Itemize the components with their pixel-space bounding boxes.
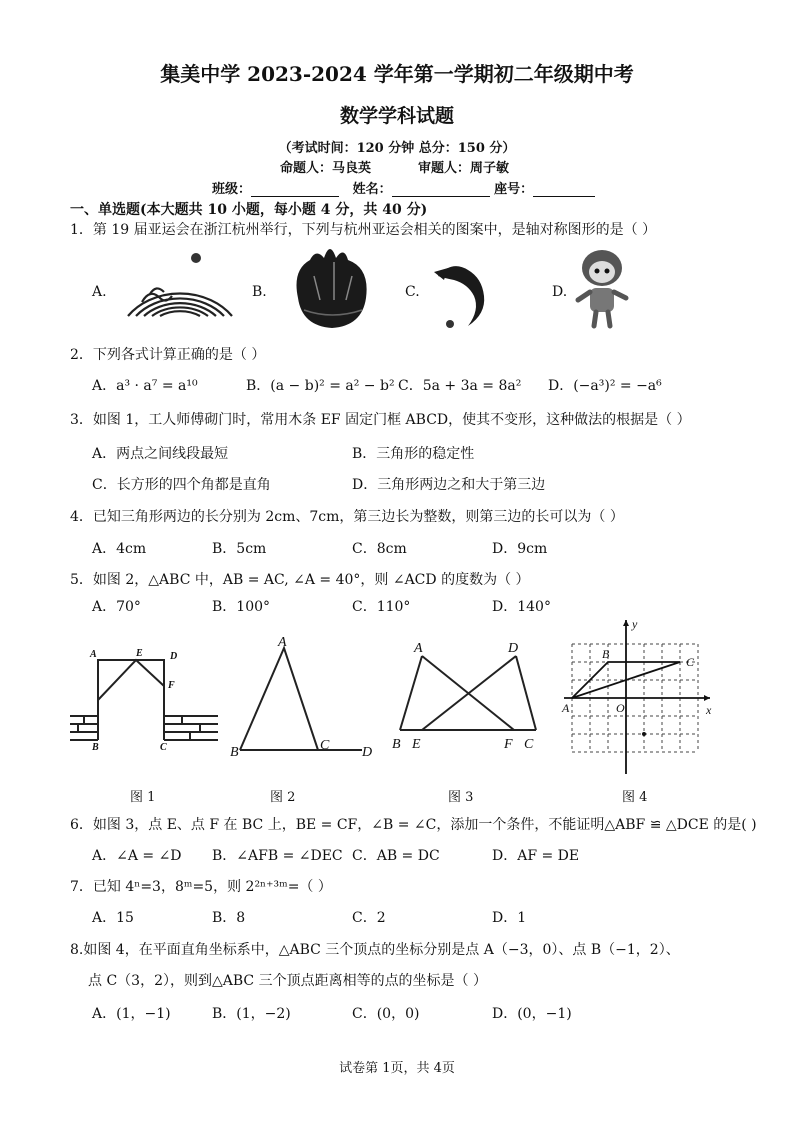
seat-label: 座号： (494, 182, 534, 197)
q5-option-c[interactable]: C．110° (352, 599, 411, 615)
fig1-label-e: E (136, 648, 143, 659)
fig1-label-d: D (170, 651, 178, 662)
fig4-label-y: y (632, 617, 638, 631)
q1-option-a[interactable]: A. (92, 284, 107, 300)
q8-option-d[interactable]: D．(0，−1) (492, 1006, 572, 1022)
q6-option-a[interactable]: A．∠A = ∠D (92, 848, 182, 864)
page-footer: 试卷第 1页，共 4页 (339, 1061, 455, 1076)
q3-option-b[interactable]: B．三角形的稳定性 (352, 446, 475, 462)
lotus-image (290, 240, 380, 332)
fig3-label-d: D (508, 641, 519, 656)
question-8-line-2: 点 C（3，2），则到△ABC 三个顶点距离相等的点的坐标是（ ） (88, 973, 488, 989)
fig3-label-c: C (524, 737, 534, 752)
question-6: 6．如图 3，点 E、点 F 在 BC 上，BE = CF，∠B = ∠C，添加一个条件，不能证明△ABF ≌ △DCE 的是( ) (70, 817, 757, 833)
dolphin-image (432, 240, 502, 332)
q2-option-a[interactable]: A．a³ · a⁷ = a¹⁰ (92, 378, 198, 394)
q7-option-d[interactable]: D．1 (492, 910, 527, 926)
q3-option-a[interactable]: A．两点之间线段最短 (92, 446, 229, 462)
fig4-label-c: C (686, 655, 695, 669)
q5-option-b[interactable]: B．100° (212, 599, 271, 615)
seat-field[interactable] (533, 182, 595, 197)
figure-1-door-frame (70, 640, 220, 760)
q3-option-d[interactable]: D．三角形两边之和大于第三边 (352, 477, 546, 493)
q2-option-b[interactable]: B．(a − b)² = a² − b² (246, 378, 395, 394)
class-field[interactable] (251, 182, 339, 197)
q4-option-c[interactable]: C．8cm (352, 541, 407, 557)
question-4: 4．已知三角形两边的长分别为 2cm、7cm，第三边长为整数，则第三边的长可以为（ ） (70, 509, 624, 525)
q1-option-c[interactable]: C. (405, 284, 420, 300)
subject-title: 数学学科试题 (339, 105, 454, 127)
question-5: 5．如图 2，△ABC 中，AB = AC, ∠A = 40°，则 ∠ACD 的度数为（ ） (70, 572, 530, 588)
q5-option-d[interactable]: D．140° (492, 599, 551, 615)
question-1: 1．第 19 届亚运会在浙江杭州举行，下列与杭州亚运会相关的图案中，是轴对称图形的是（ ） (70, 222, 657, 238)
q8-option-c[interactable]: C．(0，0) (352, 1006, 420, 1022)
q3-option-c[interactable]: C．长方形的四个角都是直角 (92, 477, 271, 493)
fig1-label-b: B (92, 742, 99, 753)
fig1-label-c: C (160, 742, 167, 753)
question-8-line-1: 8.如图 4，在平面直角坐标系中，△ABC 三个顶点的坐标分别是点 A（−3，0）、点 B（−1，2）、 (70, 942, 680, 958)
fig1-label-f: F (168, 680, 175, 691)
name-label: 姓名： (352, 182, 392, 197)
q8-option-b[interactable]: B．(1，−2) (212, 1006, 291, 1022)
figure-3-triangles (388, 636, 548, 760)
setter-label: 命题人：马良英 (280, 161, 372, 176)
mascot-image (570, 246, 634, 330)
q6-option-b[interactable]: B．∠AFB = ∠DEC (212, 848, 343, 864)
q7-option-a[interactable]: A．15 (92, 910, 134, 926)
q6-option-d[interactable]: D．AF = DE (492, 848, 580, 864)
question-2: 2．下列各式计算正确的是（ ） (70, 347, 266, 363)
q5-option-a[interactable]: A．70° (92, 599, 141, 615)
q6-option-c[interactable]: C．AB = DC (352, 848, 440, 864)
fig2-label-d: D (362, 745, 373, 760)
name-field[interactable] (392, 182, 490, 197)
fig2-label-a: A (278, 635, 287, 650)
q4-option-a[interactable]: A．4cm (92, 541, 147, 557)
q7-option-c[interactable]: C．2 (352, 910, 386, 926)
class-label: 班级： (212, 182, 252, 197)
fig3-label-b: B (392, 737, 401, 752)
figure-4-caption: 图 4 (622, 790, 648, 805)
question-3: 3．如图 1，工人师傅砌门时，常用木条 EF 固定门框 ABCD，使其不变形，这种做法的根据是（ ） (70, 412, 691, 428)
q2-option-d[interactable]: D．(−a³)² = −a⁶ (548, 378, 662, 394)
figure-2-caption: 图 2 (270, 790, 296, 805)
fig2-label-b: B (230, 745, 239, 760)
q8-option-a[interactable]: A．(1，−1) (92, 1006, 171, 1022)
q4-option-d[interactable]: D．9cm (492, 541, 548, 557)
fig3-label-a: A (414, 641, 423, 656)
exam-info: （考试时间：120 分钟 总分：150 分） (278, 141, 516, 156)
fig4-label-x: x (706, 703, 712, 717)
figure-2-triangle (228, 632, 378, 762)
q2-option-c[interactable]: C．5a + 3a = 8a² (398, 378, 522, 394)
student-info-row (212, 178, 595, 197)
figure-3-caption: 图 3 (448, 790, 474, 805)
figure-1-caption: 图 1 (130, 790, 156, 805)
fig4-label-a: A (562, 701, 570, 715)
fig1-label-a: A (90, 649, 97, 660)
reviewer-label: 审题人：周子敏 (418, 161, 510, 176)
question-7: 7．已知 4ⁿ=3，8ᵐ=5，则 2²ⁿ⁺³ᵐ=（ ） (70, 879, 332, 895)
fig3-label-f: F (504, 737, 513, 752)
q7-option-b[interactable]: B．8 (212, 910, 246, 926)
fig2-label-c: C (320, 738, 330, 753)
wave-emblem-image (120, 248, 240, 328)
fig4-label-b: B (602, 647, 610, 661)
section-title: 一、单选题(本大题共 10 小题，每小题 4 分，共 40 分) (70, 202, 428, 218)
fig4-label-o: O (616, 701, 625, 715)
q1-option-d[interactable]: D. (552, 284, 568, 300)
fig3-label-e: E (412, 737, 421, 752)
figure-4-coordinate-grid (560, 616, 720, 780)
q4-option-b[interactable]: B．5cm (212, 541, 267, 557)
exam-title: 集美中学 2023-2024 学年第一学期初二年级期中考 (160, 62, 634, 86)
q1-option-b[interactable]: B. (252, 284, 267, 300)
